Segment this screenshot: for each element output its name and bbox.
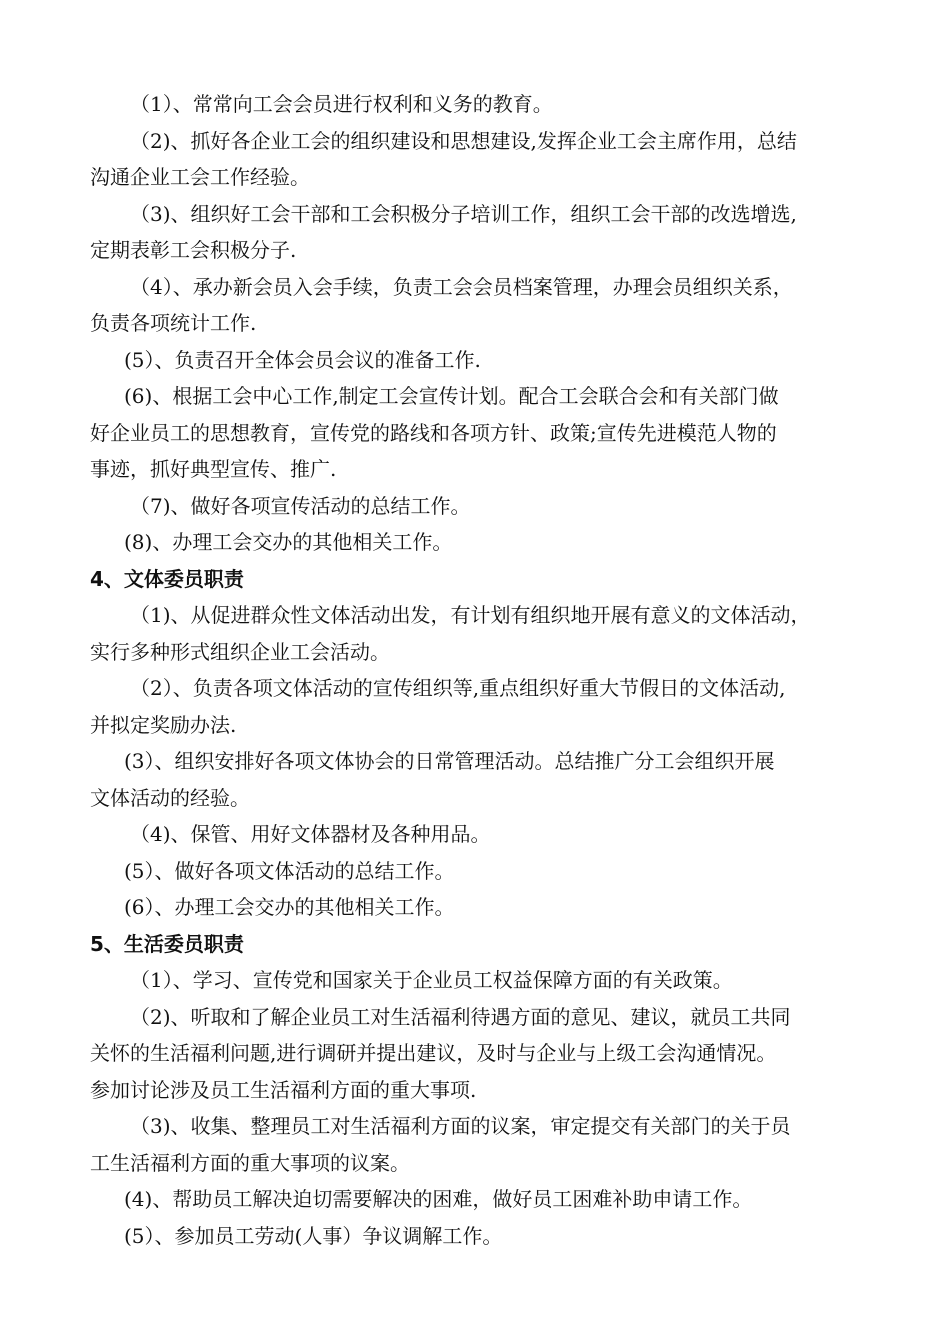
paragraph-line: （1)、从促进群众性文体活动出发，有计划有组织地开展有意义的文体活动， (130, 603, 811, 627)
paragraph-line: (6)、根据工会中心工作,制定工会宣传计划。配合工会联合会和有关部门做 (124, 384, 779, 408)
section-heading: 4、文体委员职责 (90, 566, 244, 591)
paragraph-line: 参加讨论涉及员工生活福利方面的重大事项. (90, 1077, 477, 1102)
paragraph-line: 负责各项统计工作. (90, 311, 257, 335)
paragraph-line: (6）、办理工会交办的其他相关工作。 (124, 895, 455, 919)
paragraph-line: （2)、抓好各企业工会的组织建设和思想建设,发挥企业工会主席作用，总结 (130, 128, 797, 153)
list-item (90, 378, 880, 488)
paragraph-line: （3)、收集、整理员工对生活福利方面的议案，审定提交有关部门的关于员 (130, 1114, 791, 1138)
paragraph-line: （2)、听取和了解企业员工对生活福利待遇方面的意见、建议，就员工共同 (130, 1004, 791, 1029)
list-item (90, 853, 880, 890)
paragraph-line: 定期表彰工会积极分子. (90, 238, 297, 262)
paragraph-line: 并拟定奖励办法. (90, 712, 237, 737)
paragraph-line: (5）、负责召开全体会员会议的准备工作. (124, 347, 481, 372)
paragraph-line: （1）、学习、宣传党和国家关于企业员工权益保障方面的有关政策。 (130, 968, 733, 992)
list-item (90, 123, 880, 196)
list-item (90, 269, 880, 342)
list-item (90, 670, 880, 743)
paragraph-line: 文体活动的经验。 (90, 785, 250, 810)
paragraph-line: (4)、帮助员工解决迫切需要解决的困难，做好员工困难补助申请工作。 (124, 1187, 753, 1211)
list-item (90, 524, 880, 561)
paragraph-line: 沟通企业工会工作经验。 (90, 165, 310, 189)
paragraph-line: 好企业员工的思想教育，宣传党的路线和各项方针、政策;宣传先进模范人物的 (90, 420, 777, 445)
paragraph-line: 关怀的生活福利问题,进行调研并提出建议，及时与企业与上级工会沟通情况。 (90, 1041, 777, 1065)
paragraph-line: （3)、组织好工会干部和工会积极分子培训工作，组织工会干部的改选增选, (130, 201, 797, 226)
paragraph-line: (3）、组织安排好各项文体协会的日常管理活动。总结推广分工会组织开展 (124, 749, 775, 773)
paragraph-line: (5）、参加员工劳动(人事）争议调解工作。 (124, 1223, 503, 1248)
paragraph-line: 实行多种形式组织企业工会活动。 (90, 639, 390, 664)
document-body (90, 86, 880, 1254)
list-item (90, 999, 880, 1109)
list-item (90, 962, 880, 999)
paragraph-line: （4）、承办新会员入会手续，负责工会会员档案管理，办理会员组织关系， (130, 274, 793, 299)
section-heading: 5、生活委员职责 (90, 931, 244, 956)
paragraph-line: (8)、办理工会交办的其他相关工作。 (124, 530, 453, 554)
paragraph-line: 工生活福利方面的重大事项的议案。 (90, 1150, 410, 1175)
paragraph-line: （7)、做好各项宣传活动的总结工作。 (130, 493, 471, 518)
list-item (90, 1108, 880, 1181)
paragraph-line: （1）、常常向工会会员进行权利和义务的教育。 (130, 92, 553, 116)
list-item (90, 597, 880, 670)
list-item (90, 1218, 880, 1255)
list-item (90, 816, 880, 853)
list-item (90, 1181, 880, 1218)
paragraph-line: （2）、负责各项文体活动的宣传组织等,重点组织好重大节假日的文体活动, (130, 676, 786, 700)
paragraph-line: (5）、做好各项文体活动的总结工作。 (124, 858, 455, 883)
list-item (90, 342, 880, 379)
list-item (90, 196, 880, 269)
paragraph-line: 事迹，抓好典型宣传、推广. (90, 457, 337, 481)
list-item (90, 889, 880, 926)
list-item (90, 86, 880, 123)
list-item (90, 743, 880, 816)
paragraph-line: （4)、保管、用好文体器材及各种用品。 (130, 822, 491, 846)
list-item (90, 488, 880, 525)
